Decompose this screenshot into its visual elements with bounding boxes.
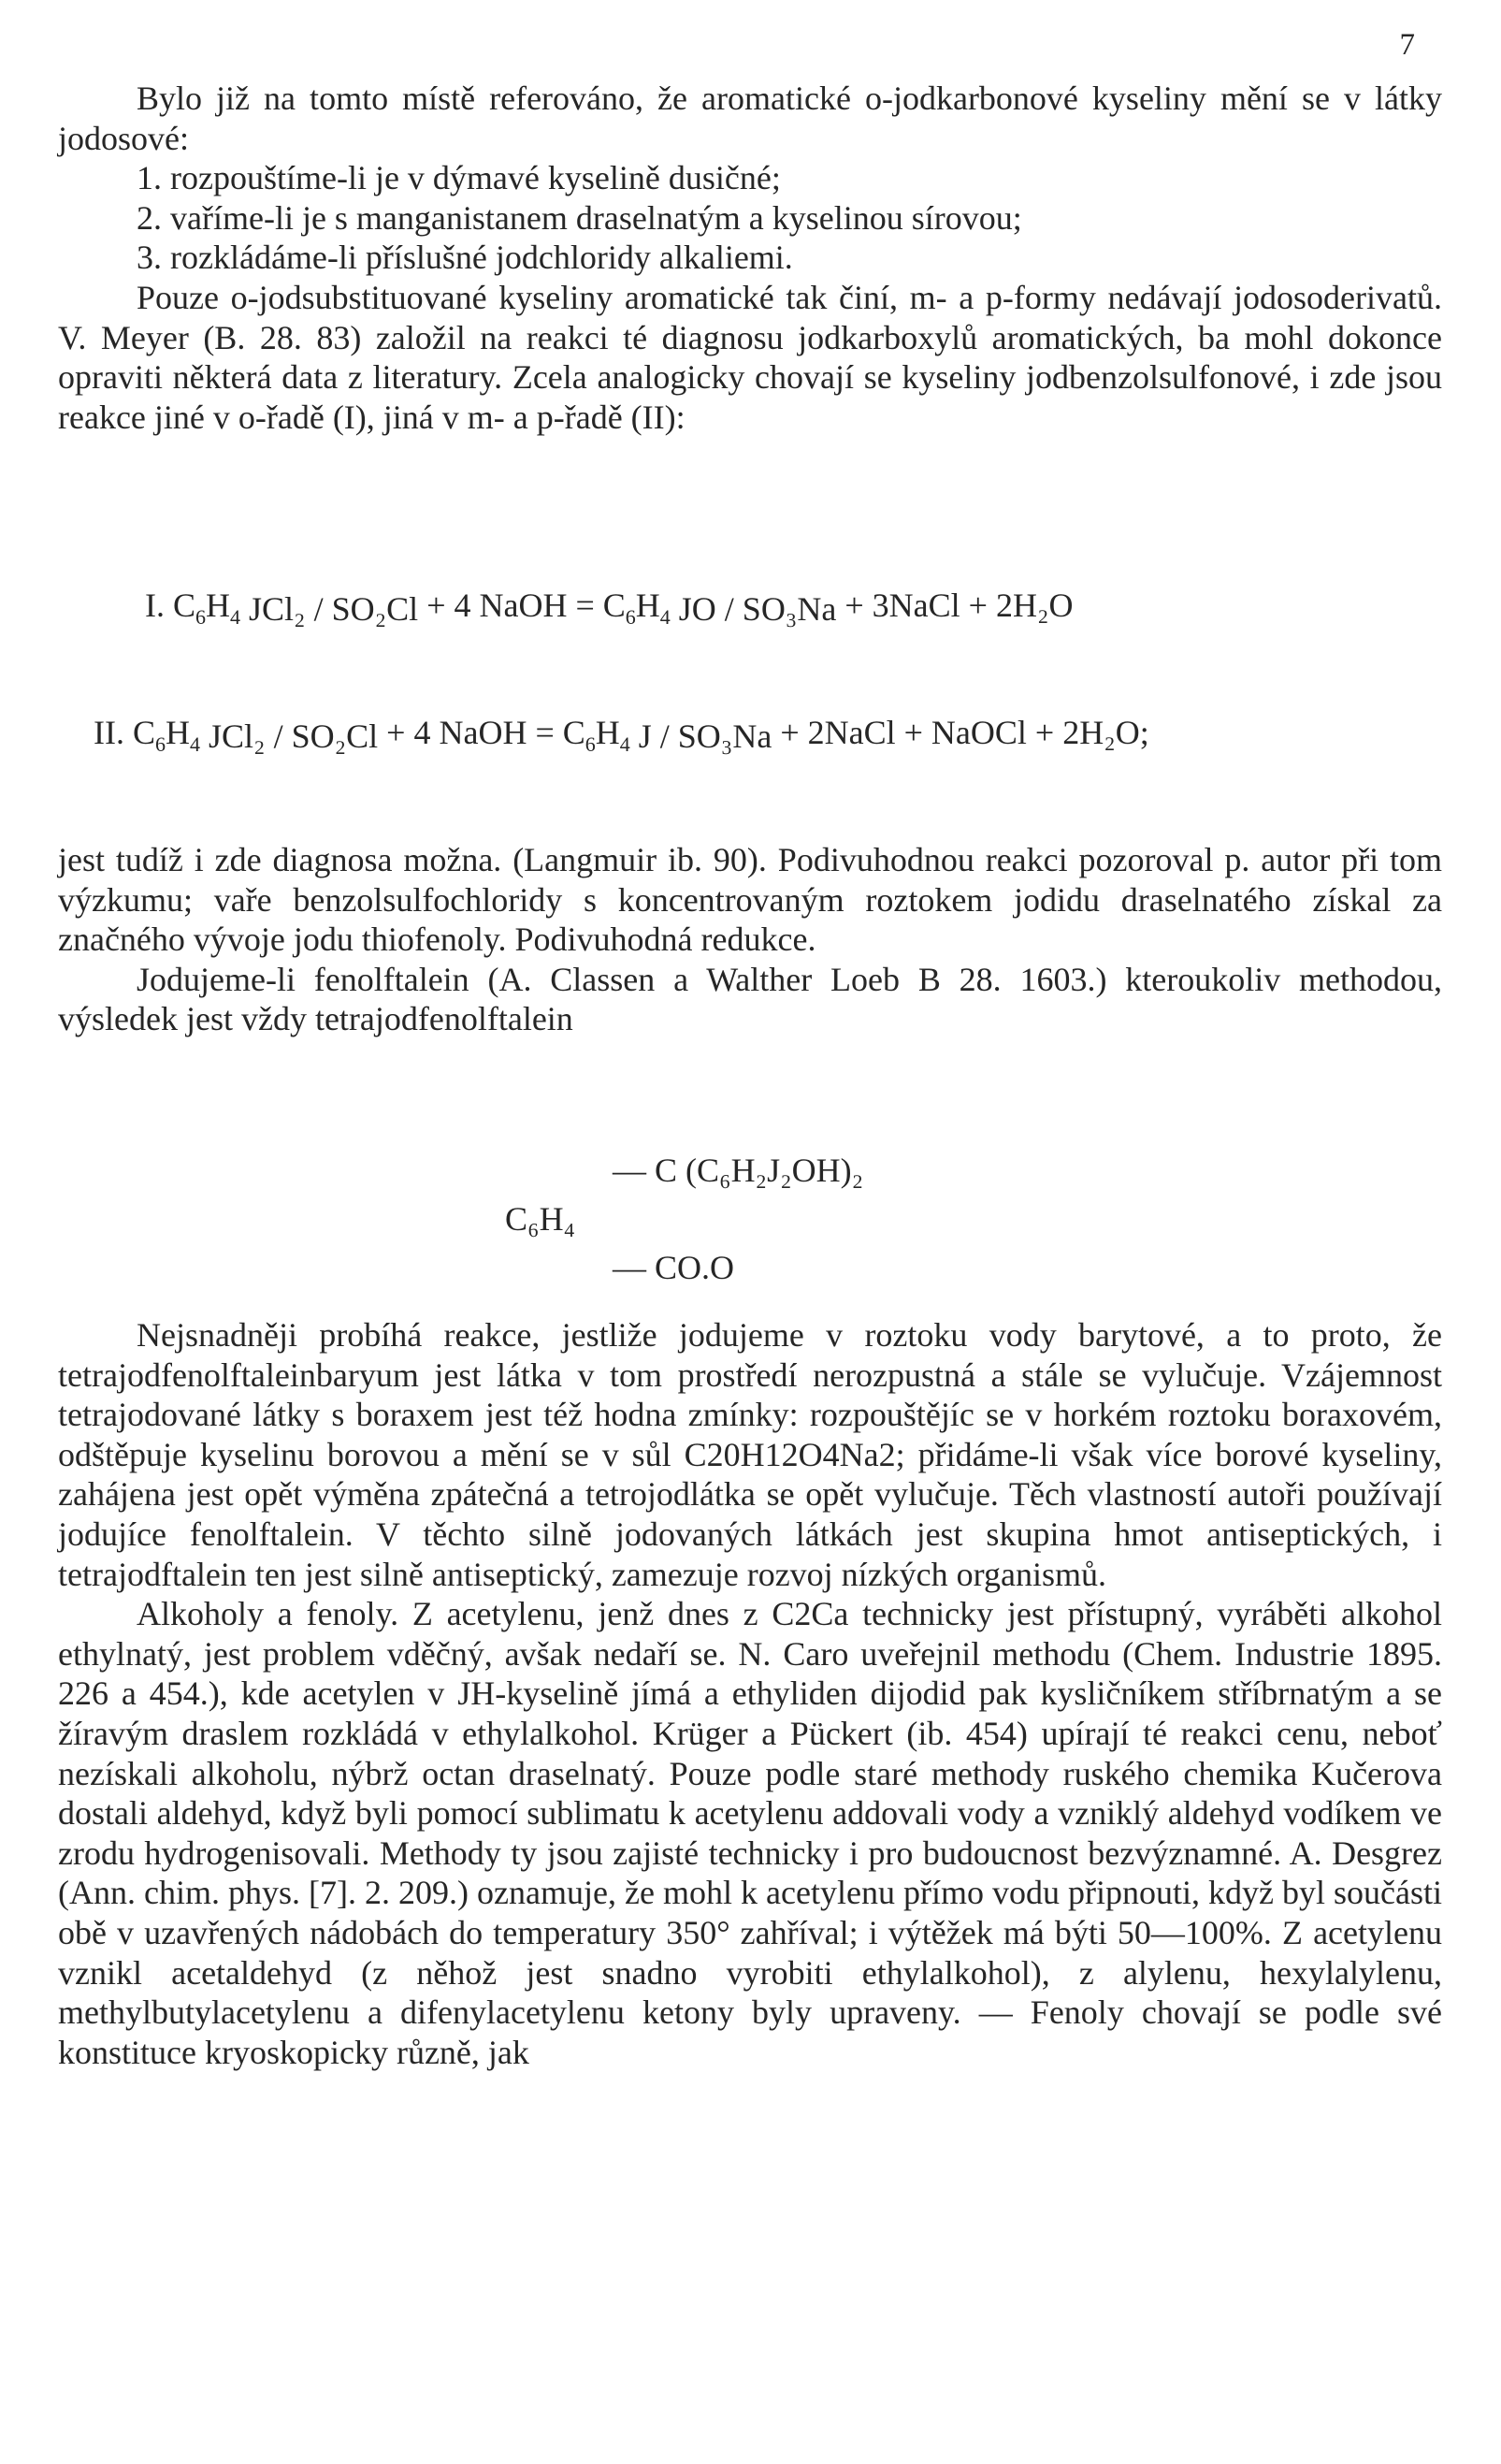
page-number: 7 [1399,28,1415,62]
list-item: 2. vaříme-li je s manganistanem draselnatým a kyselinou sírovou; [137,198,1022,237]
lower-block [58,1315,1442,2072]
paragraph-meyer: Pouze o-jodsubstituované kyseliny aromatické tak činí, m- a p-formy nedávají jodosoderivatů. V. Meyer (B. 28. 83) založil na reakci té diagnosu jodkarboxylů aromatických, ba mohl dokonce opraviti některá data z literatury. Zcela analogicky chovají se kyseliny jodbenzolsulfonové, i zde jsou reakce jiné v o-řadě (I), jiná v m- a p-řadě (II): [58,278,1442,436]
paragraph-intro: Bylo již na tomto místě referováno, že aromatické o-jodkarbonové kyseliny mění se v látky jodosové: [58,80,1442,157]
middle-block [58,840,1442,1039]
formula-ii-right-groups: J / SO₃Na [638,717,772,755]
paragraph-diagnosis: jest tudíž i zde diagnosa možna. (Langmuir ib. 90). Podivuhodnou reakci pozoroval p. autor při tom výzkumu; vaře benzolsulfochloridy s koncentrovaným roztokem jodidu draselnatého získal za značného vývoje jodu thiofenoly. Podivuhodná redukce. [58,841,1442,959]
formula-i-right-groups: JO / SO₃Na [678,589,837,628]
formula-ii-left-groups: JCl₂ / SO₂Cl [209,717,379,755]
formula-ii-products: + 2NaCl + NaOCl + 2H₂O; [780,714,1149,751]
list-item: 1. rozpouštíme-li je v dýmavé kyselině dusičné; [137,159,781,197]
formula-i-left-groups: JCl₂ / SO₂Cl [249,589,419,628]
paragraph-barium: Nejsnadněji probíhá reakce, jestliže jodujeme v roztoku vody barytové, a to proto, že tetrajodfenolftaleinbaryum jest látka v tom prostředí nerozpustná a stále se vylučuje. Vzájemnost tetrajodované látky s boraxem jest též hodna zmínky: rozpouštějíc se v horkém roztoku boraxovém, odštěpuje kyselinu borovou a mění se v sůl C20H12O4Na2; přidáme-li však více borové kyseliny, zahájena jest opět výměna zpátečná a tetrojodlátka se opět vylučuje. Těch vlastností autoři používají jodujíce fenolftalein. V těchto silně jodovaných látkách jest skupina hmot antiseptických, i tetrajodftalein ten jest silně antiseptický, zamezuje rozvoj nízkých organismů. [58,1316,1442,1593]
paragraph-fenolftalein: Jodujeme-li fenolftalein (A. Classen a Walther Loeb B 28. 1603.) kteroukoliv methodou, výsledek jest vždy tetrajodfenolftalein [58,960,1442,1038]
list-item: 3. rozkládáme-li příslušné jodchloridy alkaliemi. [137,239,793,277]
formula-i: I. $C_6H_4$ JCl₂ / SO₂Cl + 4 NaOH = $C_6H_4$ JO / SO₃Na + 3NaCl + 2H₂O [145,587,1074,630]
paragraph-alkoholy: Alkoholy a fenoly. Z acetylenu, jenž dnes z C2Ca technicky jest přístupný, vyráběti alkohol ethylnatý, jest problem vděčný, avšak nedaří se. N. Caro uveřejnil methodu (Chem. Industrie 1895. 226 a 454.), kde acetylen v JH-kyselině jímá a ethyliden dijodid pak kysličníkem stříbrnatým a se žíravým draslem rozkládá v ethylalkohol. Krüger a Pückert (ib. 454) upírají té reakci cenu, neboť nezískali alkoholu, nýbrž octan draselnatý. Pouze podle staré methody ruského chemika Kučerova dostali aldehyd, když byli pomocí sublimatu k acetylenu addovali vody a vzniklý aldehyd vodíkem ve zrodu hydrogenisovali. Methody ty jsou zajisté technicky i pro budoucnost bezvýznamné. A. Desgrez (Ann. chim. phys. [7]. 2. 209.) oznamuje, že mohl k acetylenu přímo vodu připnouti, když byl součásti obě v uzavřených nádobách do temperatury 350° zahříval; i výtěžek má býti 50—100%. Z acetylenu vznikl acetaldehyd (z něhož jest snadno vyrobiti ethylalkohol), z alylenu, hexylalylenu, methylbutylacetylenu a difenylacetylenu ketony byly upraveny. — Fenoly chovají se podle své konstituce kryoskopicky různě, jak [58,1595,1442,2071]
intro-block [58,79,1442,437]
formula-ii: II. $C_6H_4$ JCl₂ / SO₂Cl + 4 NaOH = $C_6H_4$ J / SO₃Na + 2NaCl + NaOCl + 2H₂O; [94,714,1149,757]
formula-tetrajodfenolftalein: — C (C₆H₂J₂OH)₂ C₆H₄ — CO.O [505,1152,864,1286]
formula-i-products: + 3NaCl + 2H₂O [844,587,1074,624]
